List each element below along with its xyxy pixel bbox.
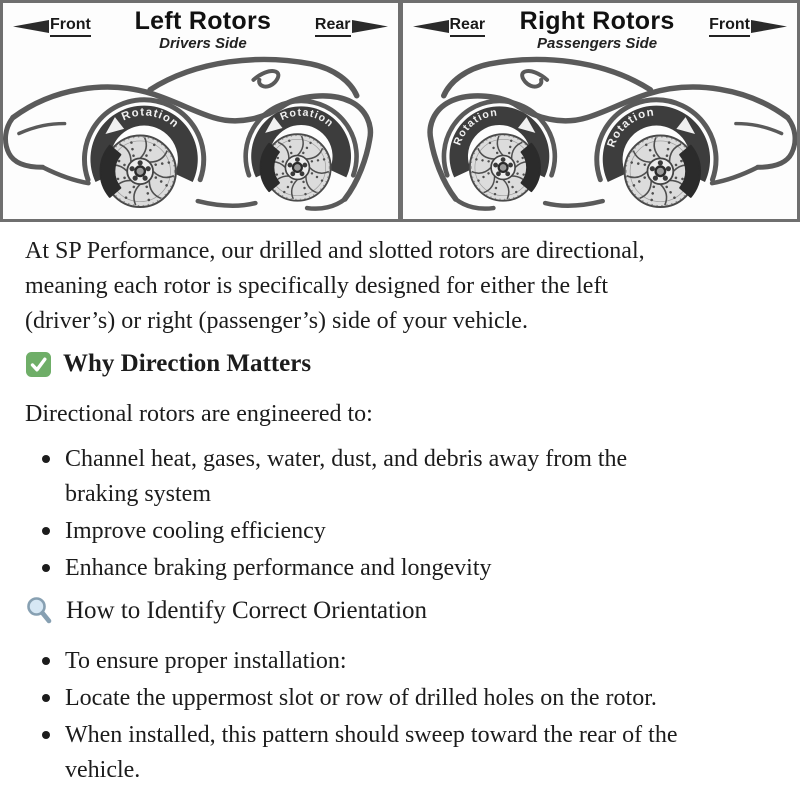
list-item bbox=[25, 644, 770, 679]
left-rotors-panel bbox=[3, 3, 398, 219]
rotor-direction-diagram bbox=[0, 0, 800, 222]
left-arrow-icon bbox=[413, 19, 449, 34]
list-item bbox=[25, 718, 770, 788]
right-arrow-icon bbox=[352, 19, 388, 34]
intro-line: At SP Performance, our drilled and slotted rotors are directional, bbox=[25, 238, 645, 264]
engineered-to-lead: Directional rotors are engineered to: bbox=[25, 401, 373, 427]
front-direction-label bbox=[13, 17, 91, 37]
why-direction-matters-heading bbox=[25, 349, 770, 379]
list-item-line: vehicle. bbox=[65, 757, 141, 783]
right-panel-titles bbox=[520, 8, 675, 52]
intro-line: (driver’s) or right (passenger’s) side of your vehicle. bbox=[25, 308, 528, 334]
list-item bbox=[25, 681, 770, 716]
identify-orientation-heading bbox=[25, 596, 770, 626]
list-item-line: Improve cooling efficiency bbox=[65, 518, 326, 544]
rear-direction-label bbox=[315, 17, 388, 37]
right-arrow-icon bbox=[751, 19, 787, 34]
panel-title: Right Rotors bbox=[519, 7, 675, 35]
list-item-line: Locate the uppermost slot or row of drilled holes on the rotor. bbox=[65, 685, 657, 711]
panel-subtitle: Passengers Side bbox=[537, 35, 658, 53]
direction-text: Rear bbox=[315, 17, 351, 37]
list-item-line: braking system bbox=[65, 481, 211, 507]
installation-list bbox=[25, 644, 770, 788]
right-panel-header bbox=[403, 3, 798, 52]
left-panel-titles bbox=[135, 8, 272, 52]
list-item-line: To ensure proper installation: bbox=[65, 648, 347, 674]
direction-text: Front bbox=[709, 17, 750, 37]
list-item-line: Enhance braking performance and longevity bbox=[65, 555, 492, 581]
benefits-list bbox=[25, 442, 770, 586]
direction-text: Rear bbox=[450, 17, 486, 37]
left-arrow-icon bbox=[13, 19, 49, 34]
intro-line: meaning each rotor is specifically designed for either the left bbox=[25, 273, 609, 299]
heading-text: How to Identify Correct Orientation bbox=[66, 597, 428, 624]
front-direction-label bbox=[709, 17, 787, 37]
heading-text: Why Direction Matters bbox=[63, 350, 312, 377]
article-body bbox=[0, 234, 800, 788]
list-item bbox=[25, 551, 770, 586]
panel-title: Left Rotors bbox=[134, 7, 272, 35]
right-car-illustration bbox=[403, 52, 798, 218]
rear-direction-label bbox=[413, 17, 486, 37]
list-item-line: Channel heat, gases, water, dust, and debris away from the bbox=[65, 446, 628, 472]
right-rotors-panel bbox=[403, 3, 798, 219]
magnifying-glass-icon bbox=[25, 596, 55, 626]
check-mark-icon bbox=[25, 351, 52, 378]
list-item-line: When installed, this pattern should sweep toward the rear of the bbox=[65, 722, 678, 748]
intro-paragraph bbox=[25, 234, 770, 339]
list-item bbox=[25, 514, 770, 549]
left-panel-header bbox=[3, 3, 398, 52]
panel-subtitle: Drivers Side bbox=[159, 35, 247, 53]
list-item bbox=[25, 442, 770, 512]
direction-text: Front bbox=[50, 17, 91, 37]
left-car-illustration bbox=[3, 52, 398, 218]
